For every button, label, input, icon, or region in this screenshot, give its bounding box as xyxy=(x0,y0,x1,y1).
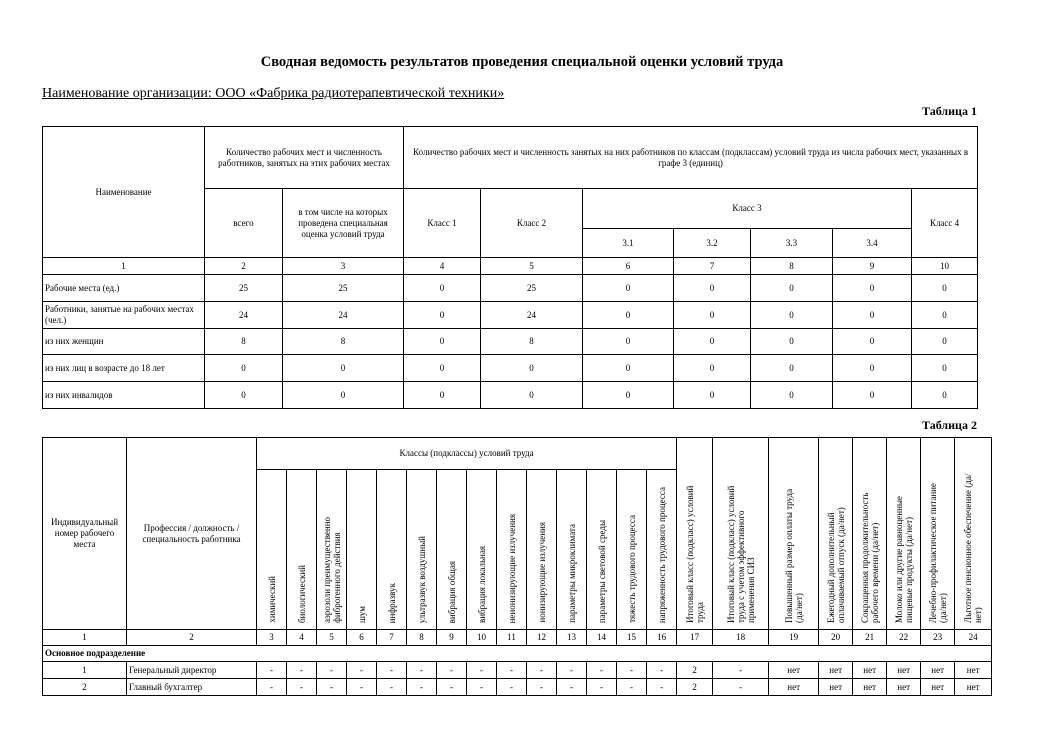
header-factor-column xyxy=(497,470,527,630)
table-cell: нет xyxy=(887,662,921,679)
table-cell: 0 xyxy=(205,382,283,409)
table-cell: 0 xyxy=(833,329,912,355)
col-num: 8 xyxy=(407,630,437,646)
table-cell: - xyxy=(467,662,497,679)
header-extra-label: Повышенный размер оплаты труда (да/нет) xyxy=(783,488,804,623)
col-num: 2 xyxy=(127,630,257,646)
table-cell: 0 xyxy=(404,355,481,382)
table-cell: 24 xyxy=(205,302,283,329)
column-numbers-row xyxy=(43,630,992,646)
table-cell: - xyxy=(257,679,287,696)
header-extra-column xyxy=(769,438,819,630)
table-cell: - xyxy=(347,679,377,696)
col-num: 21 xyxy=(853,630,887,646)
table-cell: нет xyxy=(921,679,955,696)
table-cell: 0 xyxy=(912,355,978,382)
table-cell: 24 xyxy=(283,302,404,329)
table-cell: 25 xyxy=(205,275,283,302)
header-factor-label: параметры микроклимата xyxy=(566,524,577,623)
col-num: 10 xyxy=(912,258,978,275)
header-extra-column xyxy=(887,438,921,630)
header-factor-column xyxy=(617,470,647,630)
table-row xyxy=(43,355,978,382)
table-row xyxy=(43,662,992,679)
table-cell: нет xyxy=(887,679,921,696)
col-num: 12 xyxy=(527,630,557,646)
header-factor-label: биологический xyxy=(296,564,307,623)
header-extra-column xyxy=(713,438,769,630)
table-cell: 0 xyxy=(583,302,674,329)
header-factor-column xyxy=(347,470,377,630)
table-cell: 0 xyxy=(751,382,833,409)
table-cell: - xyxy=(347,662,377,679)
col-num: 22 xyxy=(887,630,921,646)
table-cell: - xyxy=(497,662,527,679)
table-cell: 25 xyxy=(481,275,583,302)
table-cell: 0 xyxy=(912,275,978,302)
table-cell: 0 xyxy=(833,275,912,302)
header-name: Наименование xyxy=(43,127,205,258)
header-factor-label: ультразвук воздушный xyxy=(416,535,427,623)
table-cell: нет xyxy=(955,662,992,679)
table-cell: - xyxy=(557,679,587,696)
header-classes: Количество рабочих мест и численность занятых на них работников по классам (подклассам) условий труда из числа рабочих мест, указанных в графе 3 (единиц) xyxy=(404,127,978,189)
col-num: 4 xyxy=(404,258,481,275)
table-cell: 0 xyxy=(833,302,912,329)
table-cell: 0 xyxy=(583,329,674,355)
table-cell: 2 xyxy=(677,662,713,679)
table-row xyxy=(43,302,978,329)
table-cell: - xyxy=(587,662,617,679)
row-label: из них инвалидов xyxy=(43,382,205,409)
table-cell: 0 xyxy=(481,355,583,382)
table-row xyxy=(43,679,992,696)
header-extra-label: Сокращенная продолжительность рабочего времени (да/нет) xyxy=(859,492,880,623)
table2-label: Таблица 2 xyxy=(922,418,977,432)
table-cell: 0 xyxy=(751,329,833,355)
table-cell: нет xyxy=(769,662,819,679)
table-cell: 8 xyxy=(205,329,283,355)
table-cell: 8 xyxy=(481,329,583,355)
table-cell: - xyxy=(527,679,557,696)
header-factor-column xyxy=(557,470,587,630)
header-class1: Класс 1 xyxy=(404,189,481,258)
table-cell: 0 xyxy=(583,355,674,382)
col-num: 23 xyxy=(921,630,955,646)
table-cell: - xyxy=(407,679,437,696)
table-cell: 0 xyxy=(283,382,404,409)
table-cell: - xyxy=(713,679,769,696)
row-label: из них женщин xyxy=(43,329,205,355)
table-cell: - xyxy=(437,679,467,696)
col-num: 4 xyxy=(287,630,317,646)
header-factor-column xyxy=(587,470,617,630)
table-cell: - xyxy=(647,679,677,696)
table-cell: 24 xyxy=(481,302,583,329)
header-factor-column xyxy=(257,470,287,630)
table-cell: - xyxy=(617,662,647,679)
header-workplace-id: Индивидуальный номер рабочего места xyxy=(43,438,127,630)
table-cell: 8 xyxy=(283,329,404,355)
header-count: Количество рабочих мест и численность работников, занятых на этих рабочих местах xyxy=(205,127,404,189)
table-cell: - xyxy=(407,662,437,679)
table-cell: - xyxy=(467,679,497,696)
col-num: 8 xyxy=(751,258,833,275)
workplace-id: 1 xyxy=(43,662,127,679)
header-factor-label: неионизирующие излучения xyxy=(506,513,517,623)
table-cell: - xyxy=(437,662,467,679)
row-label: из них лиц в возрасте до 18 лет xyxy=(43,355,205,382)
col-num: 19 xyxy=(769,630,819,646)
table-cell: 0 xyxy=(404,275,481,302)
header-factor-label: вибрация общая xyxy=(446,560,457,623)
document-title: Сводная ведомость результатов проведения специальной оценки условий труда xyxy=(260,54,784,70)
header-factor-column xyxy=(287,470,317,630)
header-factor-column xyxy=(377,470,407,630)
table-cell: нет xyxy=(921,662,955,679)
header-extra-label: Итоговый класс (подкласс) условий труда с учетом эффективного применения СИЗ xyxy=(725,485,756,623)
col-num: 18 xyxy=(713,630,769,646)
table-cell: 0 xyxy=(674,355,751,382)
summary-table xyxy=(42,126,978,409)
col-num: 5 xyxy=(481,258,583,275)
table-cell: нет xyxy=(819,679,853,696)
row-label: Работники, занятые на рабочих местах (чел.) xyxy=(43,302,205,329)
table-row xyxy=(43,329,978,355)
table-cell: - xyxy=(317,662,347,679)
header-extra-column xyxy=(955,438,992,630)
header-factor-column xyxy=(647,470,677,630)
header-factor-label: параметры световой среды xyxy=(596,519,607,623)
col-num: 6 xyxy=(347,630,377,646)
table-cell: нет xyxy=(769,679,819,696)
table-cell: 0 xyxy=(833,382,912,409)
table-cell: 0 xyxy=(912,302,978,329)
table-cell: - xyxy=(497,679,527,696)
header-factor-column xyxy=(317,470,347,630)
table-cell: - xyxy=(647,662,677,679)
col-num: 7 xyxy=(674,258,751,275)
table-cell: 0 xyxy=(205,355,283,382)
table1-label: Таблица 1 xyxy=(922,104,977,118)
header-extra-column xyxy=(819,438,853,630)
col-num: 11 xyxy=(497,630,527,646)
table-cell: - xyxy=(617,679,647,696)
section-heading: Основное подразделение xyxy=(43,646,992,662)
table-cell: 0 xyxy=(404,382,481,409)
col-num: 1 xyxy=(43,258,205,275)
header-class2: Класс 2 xyxy=(481,189,583,258)
table-cell: 0 xyxy=(751,355,833,382)
col-num: 7 xyxy=(377,630,407,646)
column-numbers-row xyxy=(43,258,978,275)
table-cell: 0 xyxy=(674,382,751,409)
header-factor-column xyxy=(437,470,467,630)
col-num: 14 xyxy=(587,630,617,646)
header-total: всего xyxy=(205,189,283,258)
table-cell: 0 xyxy=(283,355,404,382)
table-cell: 25 xyxy=(283,275,404,302)
table-cell: 0 xyxy=(833,355,912,382)
header-extra-column xyxy=(853,438,887,630)
col-num: 24 xyxy=(955,630,992,646)
col-num: 17 xyxy=(677,630,713,646)
table-cell: 0 xyxy=(674,329,751,355)
table-cell: 0 xyxy=(583,382,674,409)
col-num: 3 xyxy=(283,258,404,275)
header-extra-label: Итоговый класс (подкласс) условий труда xyxy=(684,485,705,623)
table-row xyxy=(43,275,978,302)
header-factor-label: химический xyxy=(266,576,277,623)
table-cell: - xyxy=(287,679,317,696)
header-3-4: 3.4 xyxy=(833,229,912,258)
header-factor-label: тяжесть трудового процесса xyxy=(626,515,637,623)
header-factor-label: вибрация локальная xyxy=(476,545,487,623)
table-cell: - xyxy=(587,679,617,696)
organization-name: Наименование организации: ООО «Фабрика радиотерапевтической техники» xyxy=(42,86,505,101)
header-3-2: 3.2 xyxy=(674,229,751,258)
col-num: 20 xyxy=(819,630,853,646)
header-profession: Профессия / должность / специальность работника xyxy=(127,438,257,630)
col-num: 6 xyxy=(583,258,674,275)
header-3-3: 3.3 xyxy=(751,229,833,258)
header-factor-column xyxy=(467,470,497,630)
table-cell: нет xyxy=(955,679,992,696)
table-cell: - xyxy=(713,662,769,679)
table-cell: - xyxy=(377,679,407,696)
table-cell: - xyxy=(287,662,317,679)
col-num: 5 xyxy=(317,630,347,646)
col-num: 13 xyxy=(557,630,587,646)
header-extra-column xyxy=(677,438,713,630)
header-class4: Класс 4 xyxy=(912,189,978,258)
table-row xyxy=(43,382,978,409)
header-evaluated: в том числе на которых проведена специальная оценка условий труда xyxy=(283,189,404,258)
table-cell: 0 xyxy=(404,302,481,329)
table-cell: - xyxy=(557,662,587,679)
header-class3: Класс 3 xyxy=(583,189,912,229)
header-factor-label: напряженность трудового процесса xyxy=(656,486,667,623)
header-factor-label: инфразвук xyxy=(386,582,397,623)
header-extra-label: Лечебно-профилактическое питание (да/нет) xyxy=(927,483,948,623)
table-cell: 0 xyxy=(674,302,751,329)
table-cell: нет xyxy=(853,662,887,679)
table-cell: - xyxy=(377,662,407,679)
header-factor-label: аэрозоли преимущественно фиброгенного действия xyxy=(321,516,342,623)
col-num: 10 xyxy=(467,630,497,646)
table-cell: - xyxy=(317,679,347,696)
table-cell: 0 xyxy=(404,329,481,355)
table-cell: - xyxy=(527,662,557,679)
header-extra-label: Ежегодный дополнительный оплачиваемый отпуск (да/нет) xyxy=(825,507,846,623)
col-num: 9 xyxy=(833,258,912,275)
col-num: 1 xyxy=(43,630,127,646)
row-label: Рабочие места (ед.) xyxy=(43,275,205,302)
workplace-table xyxy=(42,437,992,696)
col-num: 2 xyxy=(205,258,283,275)
col-num: 9 xyxy=(437,630,467,646)
table-cell: нет xyxy=(853,679,887,696)
header-factor-column xyxy=(527,470,557,630)
table-cell: 0 xyxy=(912,382,978,409)
header-extra-label: Льготное пенсионное обеспечение (да/нет) xyxy=(963,473,984,623)
header-factor-label: шум xyxy=(356,605,367,623)
workplace-id: 2 xyxy=(43,679,127,696)
profession: Генеральный директор xyxy=(127,662,257,679)
header-3-1: 3.1 xyxy=(583,229,674,258)
table-cell: 0 xyxy=(583,275,674,302)
table-cell: - xyxy=(257,662,287,679)
table-cell: 0 xyxy=(481,382,583,409)
header-factor-column xyxy=(407,470,437,630)
header-condition-classes: Классы (подклассы) условий труда xyxy=(257,438,677,470)
col-num: 15 xyxy=(617,630,647,646)
header-factor-label: ионизирующие излучения xyxy=(536,522,547,623)
header-extra-column xyxy=(921,438,955,630)
profession: Главный бухгалтер xyxy=(127,679,257,696)
header-extra-label: Молоко или другие равноценные пищевые продукты (да/нет) xyxy=(893,496,914,623)
table-cell: 0 xyxy=(674,275,751,302)
table-cell: 0 xyxy=(912,329,978,355)
table-cell: нет xyxy=(819,662,853,679)
table-cell: 0 xyxy=(751,302,833,329)
table-cell: 0 xyxy=(751,275,833,302)
table-cell: 2 xyxy=(677,679,713,696)
col-num: 16 xyxy=(647,630,677,646)
col-num: 3 xyxy=(257,630,287,646)
